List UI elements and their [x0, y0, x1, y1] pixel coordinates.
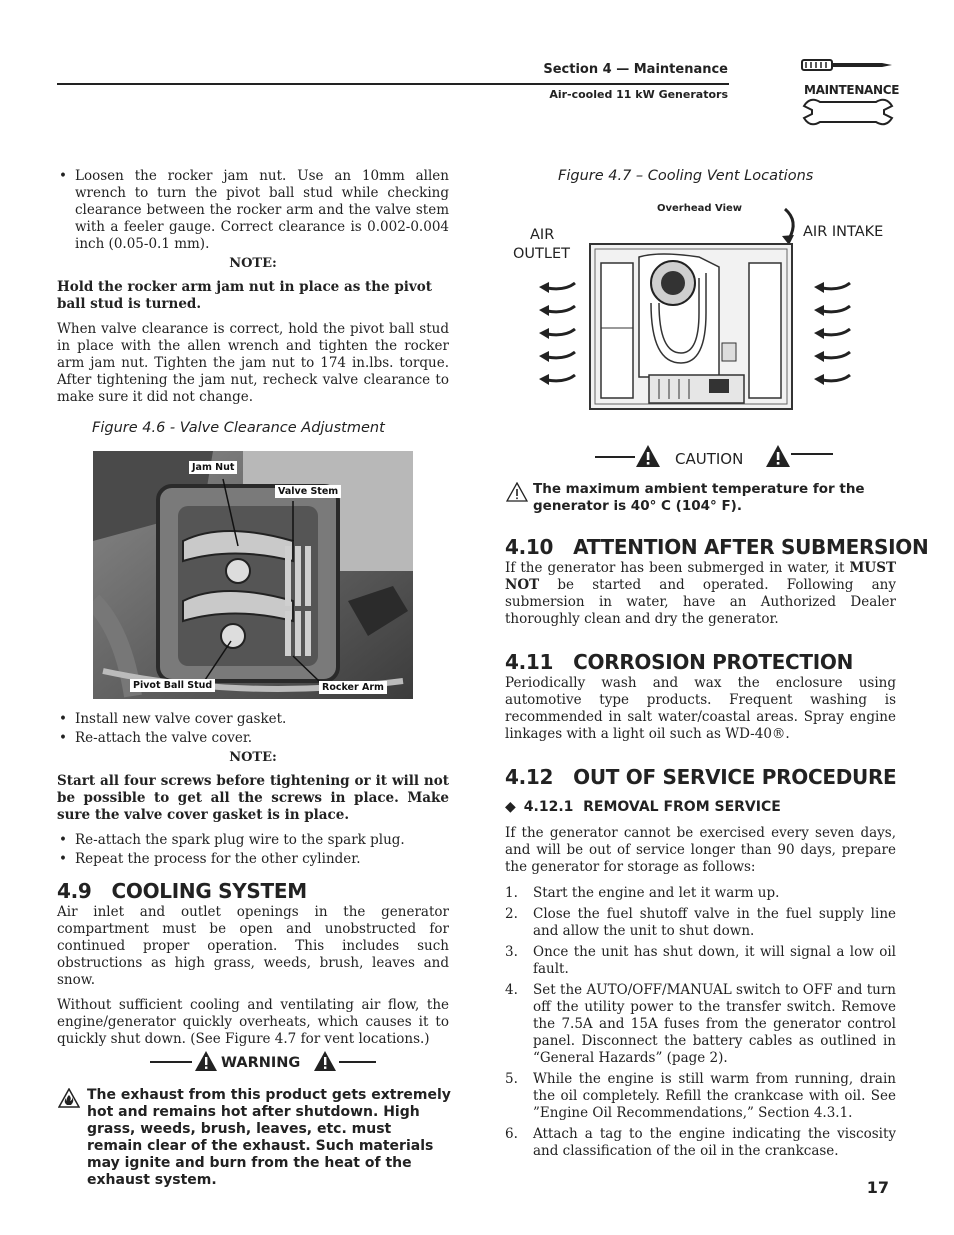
fire-hazard-icon: [58, 1088, 80, 1108]
warning-label: WARNING: [221, 1055, 301, 1071]
right-column-text: [505, 535, 929, 1164]
step-text: Set the AUTO/OFF/MANUAL switch to OFF and turn off the utility power to the transfer switch. Remove the 7.5A and 15A fuses from the generator control panel. Disconnect the battery cables as outlined in “General Hazards” (page 2).: [533, 982, 896, 1066]
step-number: 6.: [505, 1126, 518, 1142]
header-subtitle: Air-cooled 11 kW Generators: [549, 88, 728, 101]
warning-triangle-icon: [313, 1050, 337, 1072]
list-item: [505, 1071, 896, 1122]
paragraph: When valve clearance is correct, hold the pivot ball stud in place with the allen wrench and tighten the rocker arm jam nut. Tighten the jam nut to 174 in.lbs. torque. After tightening the jam nut, recheck valve clearance to make sure it did not change.: [57, 321, 449, 405]
caution-label: CAUTION: [675, 450, 744, 468]
list-item: [505, 906, 896, 940]
paragraph: Without sufficient cooling and ventilating air flow, the engine/generator quickly overheats, which causes it to quickly shut down. (See Figure 4.7 for vent locations.): [57, 997, 449, 1047]
header-rule: [57, 83, 729, 85]
step-number: 1.: [505, 885, 518, 901]
warning-triangle-icon: [194, 1050, 218, 1072]
figure-caption-4-6: Figure 4.6 - Valve Clearance Adjustment: [92, 420, 385, 436]
header-section-title: Section 4 — Maintenance: [543, 62, 728, 77]
note-text: Start all four screws before tightening or it will not be possible to get all the screws in place. Make sure the valve cover gasket is in place.: [57, 773, 449, 823]
outlet-arrows-icon: [537, 278, 579, 388]
diamond-bullet-icon: ◆: [505, 799, 516, 815]
air-outlet-line-1: AIR: [530, 227, 555, 243]
section-4-10-heading: 4.10 ATTENTION AFTER SUBMERSION: [505, 535, 929, 559]
list-item: • Install new valve cover gasket.: [57, 711, 449, 728]
paragraph: Periodically wash and wax the enclosure using automotive type products. Frequent washing is recommended in salt water/coastal areas. Spray engine linkages with a light oil such as WD-40®.: [505, 675, 896, 742]
valve-clearance-photo: [93, 451, 413, 699]
maintenance-badge-label: MAINTENANCE: [804, 83, 900, 97]
caution-text: The maximum ambient temperature for the generator is 40° C (104° F).: [533, 481, 865, 514]
step-text: Start the engine and let it warm up.: [533, 885, 780, 901]
list-item: [505, 885, 896, 902]
paragraph: [505, 560, 896, 628]
overhead-view-label: Overhead View: [657, 203, 743, 214]
figure-caption-4-7: Figure 4.7 – Cooling Vent Locations: [558, 168, 814, 184]
section-4-12-heading: 4.12 OUT OF SERVICE PROCEDURE: [505, 765, 897, 789]
step-text: Close the fuel shutoff valve in the fuel supply line and allow the unit to shut down.: [533, 906, 896, 939]
paragraph: If the generator cannot be exercised every seven days, and will be out of service longer than 90 days, prepare the generator for storage as follows:: [505, 825, 896, 875]
note-text: Hold the rocker arm jam nut in place as the pivot ball stud is turned.: [57, 279, 432, 312]
step-number: 3.: [505, 944, 518, 960]
generator-overhead-diagram: [589, 243, 793, 412]
caution-banner: [595, 444, 833, 470]
list-item: [505, 944, 896, 978]
section-4-9-heading: 4.9 COOLING SYSTEM: [57, 879, 307, 903]
step-number: 2.: [505, 906, 518, 922]
section-4-12-1-heading: 4.12.1 REMOVAL FROM SERVICE: [523, 799, 781, 815]
caution-triangle-icon: [635, 444, 661, 468]
left-column-lower: [57, 711, 449, 1048]
list-item: • Repeat the process for the other cylinder.: [57, 851, 449, 868]
label-jam-nut: Jam Nut: [189, 461, 237, 474]
storage-steps-list: [505, 885, 896, 1160]
left-column: [57, 168, 449, 436]
page-number: 17: [866, 1178, 889, 1197]
step-number: 5.: [505, 1071, 518, 1087]
step-text: Attach a tag to the engine indicating the viscosity and classification of the oil in the crankcase.: [533, 1126, 896, 1159]
maintenance-badge: [800, 56, 900, 128]
engine-photo-illustration: [93, 451, 413, 699]
air-outlet-line-2: OUTLET: [513, 246, 570, 262]
list-item: [505, 982, 896, 1067]
step-text: While the engine is still warm from running, drain the oil completely. Refill the crankcase with oil. See ”Engine Oil Recommendations,” Section 4.3.1.: [533, 1071, 896, 1121]
bullet-list-1: [57, 168, 449, 253]
step-text: Once the unit has shut down, it will signal a low oil fault.: [533, 944, 896, 977]
warning-rule-left: [150, 1061, 192, 1063]
caution-triangle-icon: [765, 444, 791, 468]
list-item: • Re-attach the valve cover.: [57, 730, 449, 747]
paragraph: Air inlet and outlet openings in the generator compartment must be open and unobstructed for continued proper operation. This includes such obstructions as high grass, weeds, brush, leaves and snow.: [57, 904, 449, 988]
label-pivot-ball-stud: Pivot Ball Stud: [130, 679, 215, 692]
air-intake-label: AIR INTAKE: [803, 224, 884, 240]
text-span: be started and operated. Following any submersion in water, have an Authorized Dealer thoroughly clean and dry the generator.: [505, 577, 896, 627]
list-item: • Loosen the rocker jam nut. Use an 10mm allen wrench to turn the pivot ball stud while checking clearance between the rocker arm and the valve stem with a feeler gauge. Correct clearance is 0.002-0.004 inch (0.05-0.1 mm).: [57, 168, 449, 253]
caution-rule-right: [791, 453, 833, 455]
intake-arrows-icon: [812, 278, 854, 388]
label-valve-stem: Valve Stem: [275, 485, 341, 498]
bullet-list-2: [57, 711, 449, 747]
subsection-heading-row: [505, 799, 896, 815]
label-rocker-arm: Rocker Arm: [319, 681, 387, 694]
list-item: • Re-attach the spark plug wire to the spark plug.: [57, 832, 449, 849]
warning-text: The exhaust from this product gets extremely hot and remains hot after shutdown. High grass, weeds, brush, leaves, etc. must remain clear of the exhaust. Such materials may ignite and burn from the heat of the exhaust system.: [87, 1087, 451, 1188]
bullet-list-3: [57, 832, 449, 868]
note-label: NOTE:: [229, 750, 277, 765]
warning-rule-right: [339, 1061, 376, 1063]
text-span: If the generator has been submerged in water, it: [505, 560, 850, 576]
step-number: 4.: [505, 982, 518, 998]
note-label: NOTE:: [229, 256, 277, 271]
warning-banner: [150, 1050, 376, 1076]
intake-curved-arrow-icon: [779, 207, 801, 247]
caution-outline-icon: [506, 482, 528, 502]
air-outlet-label: [513, 226, 570, 264]
caution-rule-left: [595, 456, 635, 458]
emphasis-must-not: MUST NOT: [505, 560, 896, 593]
list-item: [505, 1126, 896, 1160]
section-4-11-heading: 4.11 CORROSION PROTECTION: [505, 650, 854, 674]
